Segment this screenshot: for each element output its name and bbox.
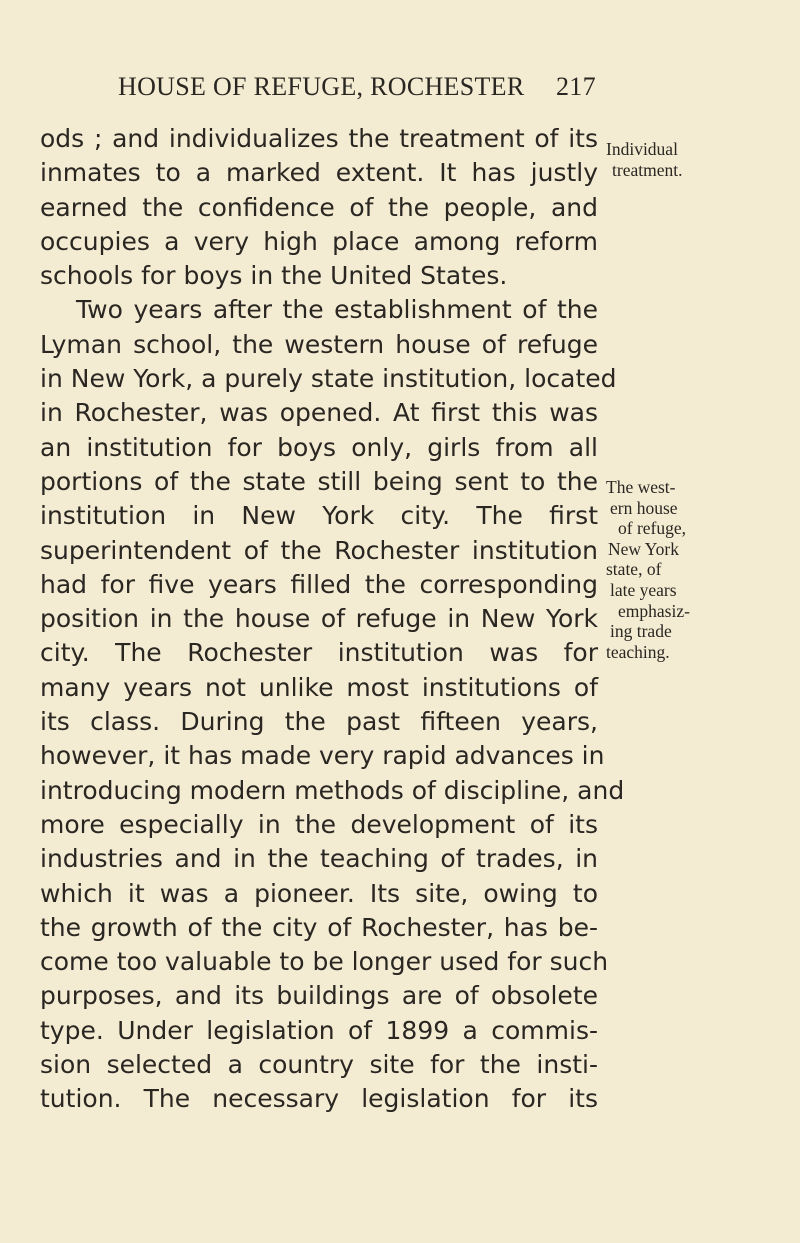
text-line: had for five years filled the corresponding <box>40 569 598 599</box>
margin-note-line: teaching. <box>606 641 670 662</box>
body-text <box>40 122 625 1117</box>
text-line: more especially in the development of its <box>40 809 598 839</box>
margin-note-line: ern house <box>610 497 678 518</box>
text-line: portions of the state still being sent to the <box>40 466 598 496</box>
page-number: 217 <box>556 72 596 101</box>
margin-note-line: of refuge, <box>618 518 687 539</box>
margin-note-line: The west- <box>606 477 676 497</box>
text-line: earned the confidence of the people, and <box>40 192 598 222</box>
text-line: institution in New York city. The first <box>40 501 598 531</box>
text-line: ods ; and individualizes the treatment of its <box>40 124 598 153</box>
text-line: city. The Rochester institution was for <box>40 638 598 668</box>
running-title: HOUSE OF REFUGE, ROCHESTER <box>118 72 525 101</box>
margin-note-line: New York <box>608 538 679 559</box>
text-line: schools for boys in the United States. <box>40 261 508 291</box>
text-line: the growth of the city of Rochester, has be- <box>40 912 598 942</box>
text-line: in New York, a purely state institution, located <box>40 364 617 394</box>
text-line: in Rochester, was opened. At first this was <box>40 398 598 428</box>
text-line: industries and in the teaching of trades, in <box>40 844 598 874</box>
margin-note-line: late years <box>610 579 677 600</box>
text-line: position in the house of refuge in New York <box>40 604 598 634</box>
margin-note-line: state, of <box>606 559 662 580</box>
margin-note-individual-treatment <box>606 139 682 180</box>
text-line: type. Under legislation of 1899 a commis- <box>40 1015 598 1045</box>
text-line: its class. During the past fifteen years, <box>40 707 598 737</box>
text-line: Two years after the establishment of the <box>76 295 598 325</box>
text-line: introducing modern methods of discipline, and <box>40 775 625 805</box>
text-line: tution. The necessary legislation for its <box>40 1084 598 1114</box>
text-line: which it was a pioneer. Its site, owing to <box>40 878 598 908</box>
margin-note-line: ing trade <box>610 621 672 642</box>
margin-note-line: treatment. <box>612 159 683 180</box>
margin-note-western-house <box>606 477 690 662</box>
text-line: an institution for boys only, girls from all <box>40 432 598 462</box>
text-line: many years not unlike most institutions of <box>40 672 598 702</box>
text-line: inmates to a marked extent. It has justly <box>40 158 598 188</box>
text-line: come too valuable to be longer used for such <box>40 947 609 977</box>
text-line: however, it has made very rapid advances in <box>40 741 605 771</box>
text-line: purposes, and its buildings are of obsolete <box>40 981 598 1011</box>
text-line: occupies a very high place among reform <box>40 226 598 256</box>
text-line: superintendent of the Rochester institution <box>40 535 598 565</box>
text-line: Lyman school, the western house of refuge <box>40 329 598 359</box>
margin-note-line: emphasiz- <box>618 600 690 621</box>
text-line: sion selected a country site for the insti- <box>40 1050 598 1080</box>
margin-note-line: Individual <box>606 139 678 159</box>
